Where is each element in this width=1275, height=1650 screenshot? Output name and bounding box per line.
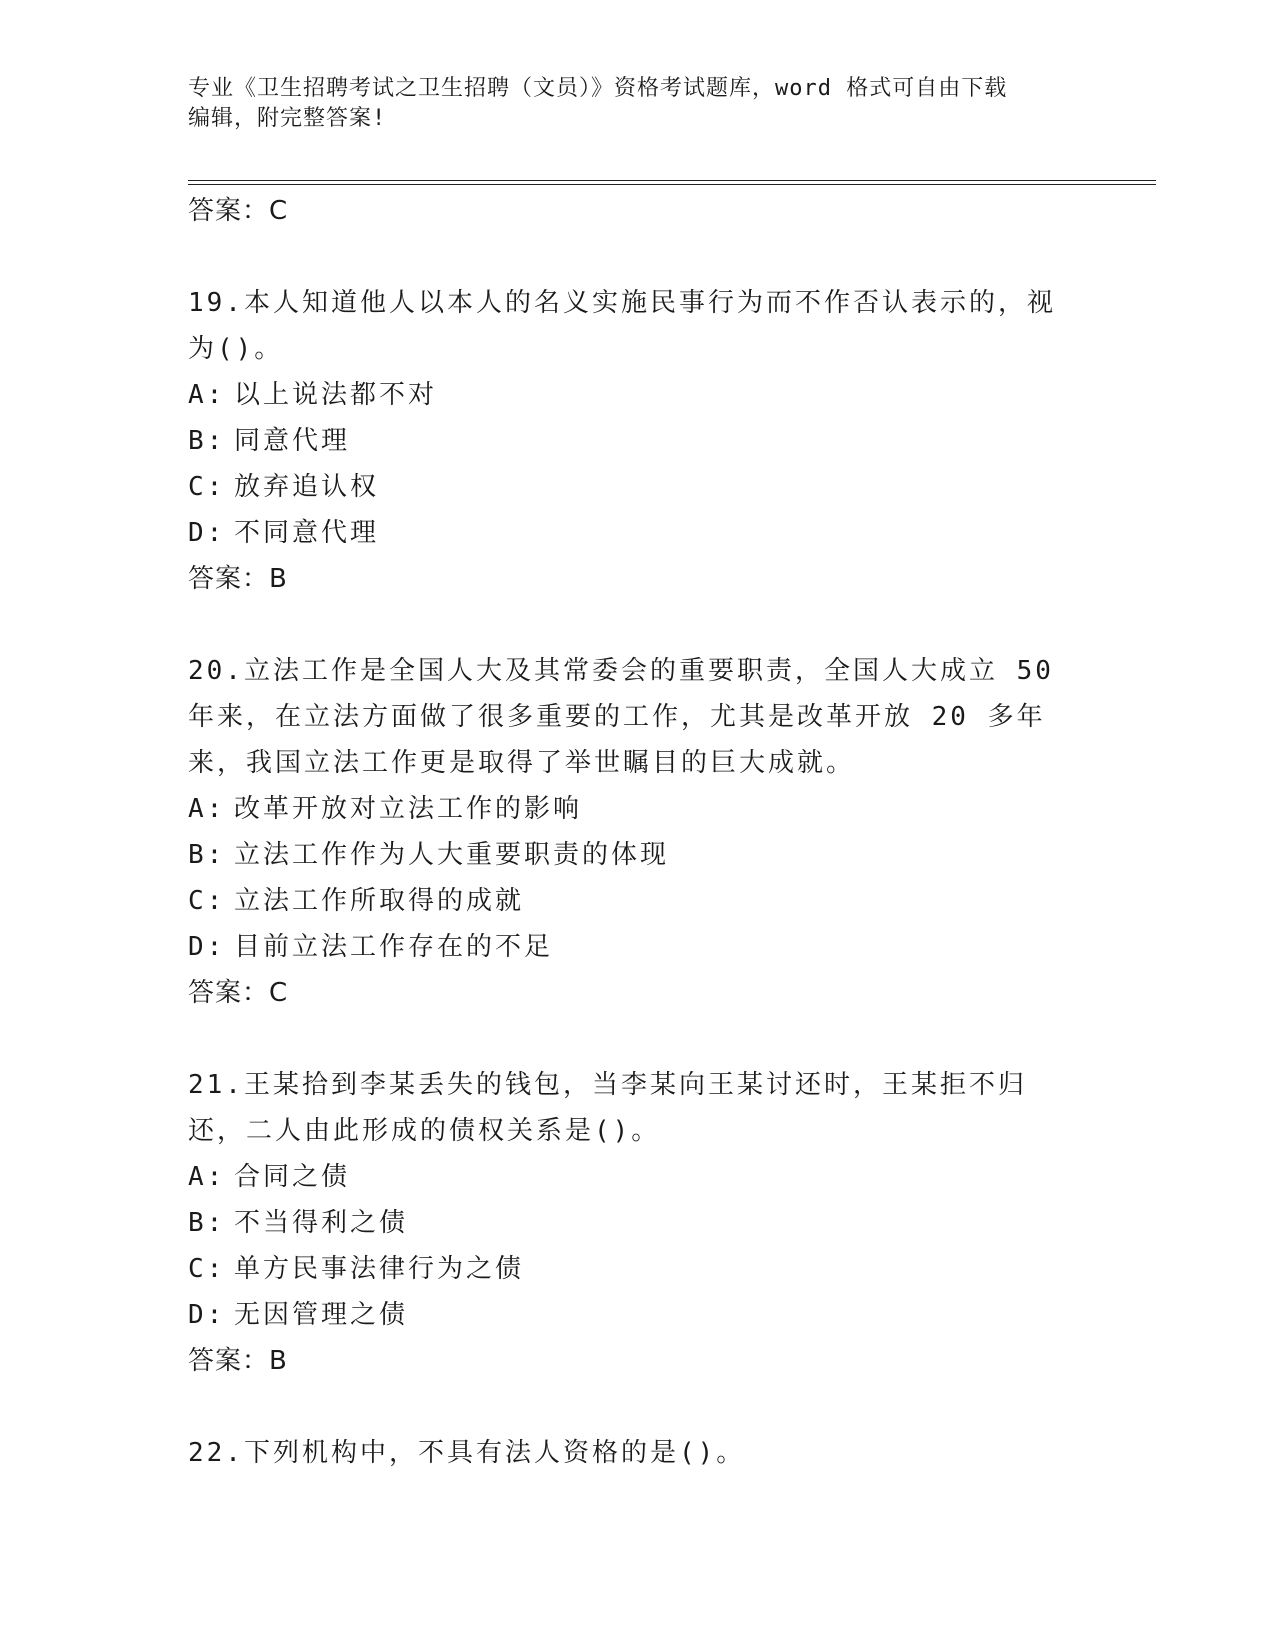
option-c: C: 立法工作所取得的成就 bbox=[188, 886, 525, 916]
option-a: A: 合同之债 bbox=[188, 1162, 351, 1192]
option-c: C: 放弃追认权 bbox=[188, 472, 380, 502]
answer-line: 答案：B bbox=[188, 564, 288, 594]
header-rule-bottom bbox=[188, 184, 1156, 185]
option-b: B: 同意代理 bbox=[188, 426, 351, 456]
question-text: 21.王某拾到李某丢失的钱包，当李某向王某讨还时，王某拒不归还，二人由此形成的债权关系是()。 bbox=[188, 1070, 1027, 1146]
option-d: D: 目前立法工作存在的不足 bbox=[188, 932, 554, 962]
option-c: C: 单方民事法律行为之债 bbox=[188, 1254, 525, 1284]
question-text: 22.下列机构中，不具有法人资格的是()。 bbox=[188, 1438, 746, 1468]
option-d: D: 无因管理之债 bbox=[188, 1300, 409, 1330]
option-a: A: 以上说法都不对 bbox=[188, 380, 438, 410]
option-a: A: 改革开放对立法工作的影响 bbox=[188, 794, 583, 824]
header-line-2: 编辑，附完整答案! bbox=[188, 106, 387, 131]
answer-line: 答案：B bbox=[188, 1346, 288, 1376]
previous-answer: 答案：C bbox=[188, 196, 289, 226]
option-d: D: 不同意代理 bbox=[188, 518, 380, 548]
question-text: 20.立法工作是全国人大及其常委会的重要职责，全国人大成立 50 年来，在立法方面做了很多重要的工作，尤其是改革开放 20 多年来，我国立法工作更是取得了举世瞩目的巨大成就。 bbox=[188, 656, 1054, 778]
question-list bbox=[188, 188, 1068, 1476]
question-21 bbox=[188, 1062, 1068, 1384]
header-line-1: 专业《卫生招聘考试之卫生招聘（文员）》资格考试题库，word 格式可自由下载 bbox=[188, 76, 1008, 101]
option-b: B: 立法工作作为人大重要职责的体现 bbox=[188, 840, 670, 870]
header-rule-top bbox=[188, 180, 1156, 181]
question-20 bbox=[188, 648, 1068, 1016]
option-b: B: 不当得利之债 bbox=[188, 1208, 409, 1238]
answer-line: 答案：C bbox=[188, 978, 289, 1008]
question-19 bbox=[188, 280, 1068, 602]
question-text: 19.本人知道他人以本人的名义实施民事行为而不作否认表示的，视为()。 bbox=[188, 288, 1056, 364]
document-header bbox=[188, 74, 1068, 134]
question-22 bbox=[188, 1430, 1068, 1476]
